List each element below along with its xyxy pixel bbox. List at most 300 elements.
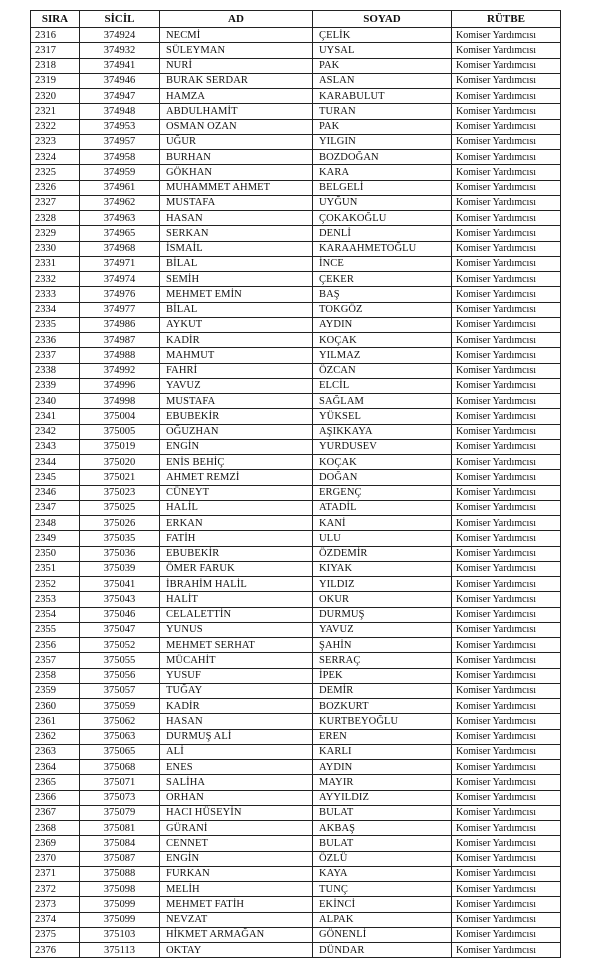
table-row [31,104,561,119]
table-row [31,28,561,43]
cell-rutbe: Komiser Yardımcısı [452,622,561,637]
table-row [31,714,561,729]
cell-soyad: BOZKURT [313,699,452,714]
cell-rutbe: Komiser Yardımcısı [452,561,561,576]
header-rutbe: RÜTBE [452,11,561,28]
cell-rutbe: Komiser Yardımcısı [452,378,561,393]
table-row [31,424,561,439]
cell-soyad: BULAT [313,805,452,820]
cell-sicil: 375025 [80,500,160,515]
cell-sira: 2322 [31,119,80,134]
cell-sira: 2362 [31,729,80,744]
cell-sira: 2366 [31,790,80,805]
cell-soyad: ÇOKAKOĞLU [313,211,452,226]
cell-ad: TUĞAY [160,683,313,698]
cell-ad: SEMİH [160,272,313,287]
cell-sira: 2334 [31,302,80,317]
cell-ad: FAHRİ [160,363,313,378]
table-body [31,28,561,958]
cell-sira: 2341 [31,409,80,424]
cell-sicil: 375047 [80,622,160,637]
cell-sira: 2353 [31,592,80,607]
cell-rutbe: Komiser Yardımcısı [452,287,561,302]
cell-sicil: 374948 [80,104,160,119]
cell-ad: YAVUZ [160,378,313,393]
cell-sicil: 375043 [80,592,160,607]
cell-sira: 2369 [31,836,80,851]
cell-ad: BİLAL [160,256,313,271]
cell-sira: 2329 [31,226,80,241]
cell-soyad: ÇELİK [313,28,452,43]
cell-ad: OSMAN OZAN [160,119,313,134]
table-row [31,470,561,485]
cell-sira: 2318 [31,58,80,73]
cell-rutbe: Komiser Yardımcısı [452,58,561,73]
cell-ad: MUSTAFA [160,195,313,210]
cell-sicil: 374968 [80,241,160,256]
cell-sicil: 375068 [80,760,160,775]
cell-ad: ERKAN [160,516,313,531]
table-row [31,683,561,698]
cell-rutbe: Komiser Yardımcısı [452,866,561,881]
cell-rutbe: Komiser Yardımcısı [452,760,561,775]
table-row [31,653,561,668]
cell-ad: MUHAMMET AHMET [160,180,313,195]
cell-sira: 2375 [31,927,80,942]
cell-soyad: KOÇAK [313,455,452,470]
personnel-list-page [30,10,560,958]
cell-soyad: ÖZCAN [313,363,452,378]
cell-sicil: 375073 [80,790,160,805]
cell-ad: KADİR [160,333,313,348]
cell-rutbe: Komiser Yardımcısı [452,43,561,58]
cell-rutbe: Komiser Yardımcısı [452,470,561,485]
cell-sira: 2336 [31,333,80,348]
cell-sicil: 375019 [80,439,160,454]
cell-sicil: 374987 [80,333,160,348]
cell-sira: 2317 [31,43,80,58]
cell-rutbe: Komiser Yardımcısı [452,912,561,927]
table-row [31,760,561,775]
cell-sicil: 374932 [80,43,160,58]
cell-rutbe: Komiser Yardımcısı [452,455,561,470]
cell-sira: 2321 [31,104,80,119]
cell-ad: EBUBEKİR [160,546,313,561]
cell-sira: 2319 [31,73,80,88]
cell-soyad: ÖZDEMİR [313,546,452,561]
cell-sira: 2371 [31,866,80,881]
cell-sicil: 375081 [80,821,160,836]
cell-sira: 2350 [31,546,80,561]
cell-sira: 2357 [31,653,80,668]
cell-soyad: KAYA [313,866,452,881]
cell-rutbe: Komiser Yardımcısı [452,744,561,759]
cell-soyad: ERGENÇ [313,485,452,500]
cell-sicil: 375004 [80,409,160,424]
cell-soyad: YAVUZ [313,622,452,637]
cell-soyad: KOÇAK [313,333,452,348]
cell-ad: NEVZAT [160,912,313,927]
cell-ad: HAMZA [160,89,313,104]
cell-sira: 2347 [31,500,80,515]
cell-sira: 2330 [31,241,80,256]
table-row [31,195,561,210]
cell-sicil: 375021 [80,470,160,485]
cell-rutbe: Komiser Yardımcısı [452,363,561,378]
cell-ad: ÖMER FARUK [160,561,313,576]
cell-soyad: KIYAK [313,561,452,576]
cell-sicil: 375020 [80,455,160,470]
cell-sicil: 374947 [80,89,160,104]
table-row [31,439,561,454]
table-row [31,150,561,165]
cell-rutbe: Komiser Yardımcısı [452,546,561,561]
table-row [31,211,561,226]
table-row [31,485,561,500]
cell-sicil: 374953 [80,119,160,134]
cell-rutbe: Komiser Yardımcısı [452,882,561,897]
cell-sicil: 374957 [80,134,160,149]
cell-rutbe: Komiser Yardımcısı [452,500,561,515]
cell-sira: 2343 [31,439,80,454]
cell-sicil: 374946 [80,73,160,88]
cell-soyad: BELGELİ [313,180,452,195]
cell-ad: ENİS BEHİÇ [160,455,313,470]
cell-soyad: BULAT [313,836,452,851]
cell-ad: MEHMET EMİN [160,287,313,302]
cell-sira: 2342 [31,424,80,439]
table-row [31,363,561,378]
cell-rutbe: Komiser Yardımcısı [452,516,561,531]
table-row [31,119,561,134]
cell-sira: 2333 [31,287,80,302]
cell-sira: 2325 [31,165,80,180]
cell-sira: 2340 [31,394,80,409]
cell-sicil: 375099 [80,897,160,912]
cell-soyad: YÜKSEL [313,409,452,424]
cell-sicil: 375079 [80,805,160,820]
cell-sira: 2338 [31,363,80,378]
cell-sira: 2359 [31,683,80,698]
cell-sicil: 374959 [80,165,160,180]
cell-sicil: 375063 [80,729,160,744]
cell-rutbe: Komiser Yardımcısı [452,134,561,149]
cell-soyad: ÖZLÜ [313,851,452,866]
cell-soyad: İPEK [313,668,452,683]
cell-ad: HALİT [160,592,313,607]
cell-sira: 2354 [31,607,80,622]
cell-sicil: 374986 [80,317,160,332]
cell-ad: İBRAHİM HALİL [160,577,313,592]
cell-soyad: ELCİL [313,378,452,393]
cell-ad: GÜRANİ [160,821,313,836]
cell-rutbe: Komiser Yardımcısı [452,851,561,866]
cell-rutbe: Komiser Yardımcısı [452,104,561,119]
table-row [31,165,561,180]
cell-soyad: AKBAŞ [313,821,452,836]
cell-rutbe: Komiser Yardımcısı [452,256,561,271]
cell-ad: BURHAN [160,150,313,165]
cell-ad: UĞUR [160,134,313,149]
cell-ad: OKTAY [160,943,313,958]
cell-ad: ENES [160,760,313,775]
cell-ad: EBUBEKİR [160,409,313,424]
cell-soyad: İNCE [313,256,452,271]
cell-sira: 2356 [31,638,80,653]
cell-rutbe: Komiser Yardımcısı [452,836,561,851]
cell-soyad: EREN [313,729,452,744]
cell-sira: 2352 [31,577,80,592]
cell-sira: 2346 [31,485,80,500]
cell-sicil: 374998 [80,394,160,409]
cell-sira: 2368 [31,821,80,836]
table-row [31,394,561,409]
table-row [31,561,561,576]
table-row [31,882,561,897]
table-row [31,455,561,470]
cell-sira: 2335 [31,317,80,332]
cell-ad: BURAK SERDAR [160,73,313,88]
cell-sicil: 375052 [80,638,160,653]
cell-rutbe: Komiser Yardımcısı [452,683,561,698]
cell-ad: SALİHA [160,775,313,790]
cell-sicil: 375056 [80,668,160,683]
cell-ad: MÜCAHİT [160,653,313,668]
cell-soyad: ATADİL [313,500,452,515]
cell-rutbe: Komiser Yardımcısı [452,394,561,409]
cell-soyad: ÇEKER [313,272,452,287]
table-row [31,592,561,607]
cell-sicil: 375071 [80,775,160,790]
cell-rutbe: Komiser Yardımcısı [452,119,561,134]
cell-rutbe: Komiser Yardımcısı [452,531,561,546]
table-row [31,775,561,790]
cell-ad: MUSTAFA [160,394,313,409]
cell-soyad: BAŞ [313,287,452,302]
cell-ad: GÖKHAN [160,165,313,180]
cell-sicil: 375087 [80,851,160,866]
cell-rutbe: Komiser Yardımcısı [452,790,561,805]
table-row [31,668,561,683]
cell-ad: İSMAİL [160,241,313,256]
cell-ad: NECMİ [160,28,313,43]
table-row [31,577,561,592]
table-row [31,378,561,393]
cell-ad: HACI HÜSEYİN [160,805,313,820]
cell-sicil: 375041 [80,577,160,592]
table-row [31,821,561,836]
cell-sira: 2360 [31,699,80,714]
cell-soyad: KURTBEYOĞLU [313,714,452,729]
table-row [31,287,561,302]
cell-ad: ALİ [160,744,313,759]
cell-soyad: EKİNCİ [313,897,452,912]
table-row [31,912,561,927]
cell-sira: 2316 [31,28,80,43]
cell-sicil: 374963 [80,211,160,226]
cell-ad: HALİL [160,500,313,515]
header-sira: SIRA [31,11,80,28]
cell-sira: 2358 [31,668,80,683]
cell-sicil: 375103 [80,927,160,942]
cell-soyad: DOĞAN [313,470,452,485]
table-row [31,744,561,759]
cell-sira: 2348 [31,516,80,531]
cell-soyad: AYYILDIZ [313,790,452,805]
cell-sira: 2331 [31,256,80,271]
table-row [31,622,561,637]
cell-rutbe: Komiser Yardımcısı [452,592,561,607]
cell-ad: ABDULHAMİT [160,104,313,119]
cell-soyad: AŞIKKAYA [313,424,452,439]
cell-rutbe: Komiser Yardımcısı [452,348,561,363]
cell-rutbe: Komiser Yardımcısı [452,195,561,210]
table-row [31,638,561,653]
cell-soyad: KARABULUT [313,89,452,104]
cell-rutbe: Komiser Yardımcısı [452,28,561,43]
cell-ad: YUSUF [160,668,313,683]
cell-sicil: 375098 [80,882,160,897]
cell-rutbe: Komiser Yardımcısı [452,699,561,714]
table-row [31,73,561,88]
cell-rutbe: Komiser Yardımcısı [452,577,561,592]
cell-sicil: 375055 [80,653,160,668]
cell-rutbe: Komiser Yardımcısı [452,485,561,500]
cell-sira: 2326 [31,180,80,195]
cell-soyad: YURDUSEV [313,439,452,454]
cell-sira: 2351 [31,561,80,576]
cell-sicil: 374961 [80,180,160,195]
header-ad: AD [160,11,313,28]
cell-soyad: KARAAHMETOĞLU [313,241,452,256]
cell-soyad: YILMAZ [313,348,452,363]
cell-ad: MEHMET SERHAT [160,638,313,653]
cell-rutbe: Komiser Yardımcısı [452,150,561,165]
cell-ad: ENGİN [160,851,313,866]
cell-sicil: 374962 [80,195,160,210]
cell-sira: 2320 [31,89,80,104]
cell-ad: ENGİN [160,439,313,454]
cell-sicil: 374976 [80,287,160,302]
table-row [31,516,561,531]
table-row [31,531,561,546]
cell-sicil: 375036 [80,546,160,561]
table-row [31,866,561,881]
cell-sicil: 374977 [80,302,160,317]
cell-ad: FATİH [160,531,313,546]
cell-sira: 2361 [31,714,80,729]
cell-ad: CENNET [160,836,313,851]
cell-ad: MEHMET FATİH [160,897,313,912]
table-row [31,500,561,515]
cell-soyad: PAK [313,58,452,73]
cell-soyad: GÖNENLİ [313,927,452,942]
cell-ad: HASAN [160,714,313,729]
table-row [31,134,561,149]
cell-rutbe: Komiser Yardımcısı [452,226,561,241]
cell-ad: ORHAN [160,790,313,805]
cell-soyad: UYĞUN [313,195,452,210]
table-row [31,180,561,195]
cell-sicil: 375046 [80,607,160,622]
table-row [31,89,561,104]
cell-rutbe: Komiser Yardımcısı [452,668,561,683]
cell-sira: 2349 [31,531,80,546]
cell-rutbe: Komiser Yardımcısı [452,805,561,820]
cell-rutbe: Komiser Yardımcısı [452,89,561,104]
cell-rutbe: Komiser Yardımcısı [452,317,561,332]
cell-rutbe: Komiser Yardımcısı [452,927,561,942]
cell-soyad: DEMİR [313,683,452,698]
cell-rutbe: Komiser Yardımcısı [452,333,561,348]
cell-sira: 2337 [31,348,80,363]
cell-sicil: 375039 [80,561,160,576]
cell-sicil: 374941 [80,58,160,73]
cell-ad: KADİR [160,699,313,714]
cell-sira: 2345 [31,470,80,485]
cell-ad: CELALETTİN [160,607,313,622]
cell-soyad: KARA [313,165,452,180]
cell-ad: NURİ [160,58,313,73]
cell-soyad: MAYIR [313,775,452,790]
table-row [31,348,561,363]
cell-sicil: 375023 [80,485,160,500]
cell-rutbe: Komiser Yardımcısı [452,211,561,226]
cell-rutbe: Komiser Yardımcısı [452,272,561,287]
cell-rutbe: Komiser Yardımcısı [452,653,561,668]
cell-ad: OĞUZHAN [160,424,313,439]
cell-rutbe: Komiser Yardımcısı [452,943,561,958]
cell-ad: DURMUŞ ALİ [160,729,313,744]
cell-sicil: 375088 [80,866,160,881]
cell-ad: AHMET REMZİ [160,470,313,485]
cell-sicil: 375062 [80,714,160,729]
cell-sicil: 375005 [80,424,160,439]
cell-sicil: 375026 [80,516,160,531]
cell-sira: 2339 [31,378,80,393]
cell-soyad: ŞAHİN [313,638,452,653]
cell-ad: FURKAN [160,866,313,881]
table-row [31,729,561,744]
cell-sicil: 375035 [80,531,160,546]
table-row [31,805,561,820]
table-row [31,546,561,561]
cell-soyad: OKUR [313,592,452,607]
cell-soyad: BOZDOĞAN [313,150,452,165]
cell-soyad: UYSAL [313,43,452,58]
cell-sicil: 375113 [80,943,160,958]
cell-soyad: YILGIN [313,134,452,149]
table-row [31,836,561,851]
cell-ad: BİLAL [160,302,313,317]
cell-rutbe: Komiser Yardımcısı [452,241,561,256]
table-row [31,226,561,241]
table-row [31,256,561,271]
cell-soyad: YILDIZ [313,577,452,592]
cell-sira: 2328 [31,211,80,226]
table-row [31,302,561,317]
cell-ad: HİKMET ARMAĞAN [160,927,313,942]
cell-ad: SÜLEYMAN [160,43,313,58]
cell-rutbe: Komiser Yardımcısı [452,714,561,729]
cell-ad: HASAN [160,211,313,226]
cell-soyad: ULU [313,531,452,546]
cell-sira: 2367 [31,805,80,820]
cell-sira: 2365 [31,775,80,790]
cell-sira: 2344 [31,455,80,470]
cell-sicil: 375059 [80,699,160,714]
cell-rutbe: Komiser Yardımcısı [452,638,561,653]
